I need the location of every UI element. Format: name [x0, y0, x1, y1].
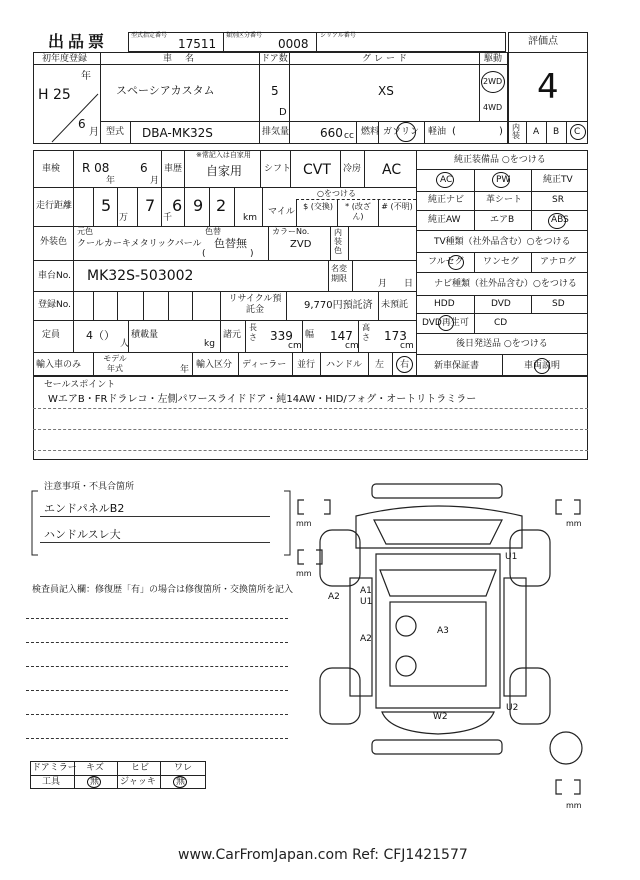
meter-check-note: ○をつける — [317, 189, 356, 198]
note-line-2: ハンドルスレ大 — [44, 528, 121, 541]
legend-header-scratch: キズ — [86, 763, 104, 773]
nav-cd: CD — [494, 318, 508, 328]
class-code: 0008 — [278, 37, 309, 51]
meter-option-unknown: # (不明) — [381, 202, 413, 211]
type-code: 17511 — [178, 37, 217, 51]
reg-label: 登録No. — [38, 300, 71, 310]
interior-grade-c: C — [574, 127, 581, 137]
fuel-selected-circle — [396, 122, 416, 142]
inspection-month: 6 — [140, 161, 148, 175]
equip-pw: PW — [496, 175, 511, 185]
handle-right: 右 — [400, 360, 410, 370]
type-code-label: 型式指定番号 — [131, 32, 168, 39]
legend-jack-label: ジャッキ — [120, 777, 156, 787]
chassis-label: 車台No. — [38, 271, 71, 281]
usage-note: ※常記入は自家用 — [196, 151, 251, 159]
inspector-label: 検査員記入欄：修復歴「有」の場合は修復箇所・交換箇所を記入 — [32, 585, 294, 595]
first-reg-year: H 25 — [38, 87, 71, 103]
nav-dvd-play: DVD再生可 — [422, 318, 469, 328]
grade-label: グレード — [362, 54, 411, 64]
capacity-unit: 人 — [120, 339, 130, 349]
later-manual-circle — [534, 358, 550, 374]
capacity-value: 4（） — [86, 329, 115, 342]
sales-box — [33, 376, 588, 460]
mileage-digit-1: 5 — [101, 196, 112, 215]
name-change-label: 名変期限 — [331, 264, 347, 283]
first-reg-year-unit: 年 — [81, 71, 91, 82]
nav-hdd: HDD — [434, 299, 455, 309]
legend-header-break: ワレ — [174, 763, 193, 773]
later-warranty: 新車保証書 — [434, 361, 480, 371]
legend-header-mirror: ドアミラー — [32, 763, 77, 773]
interior-selected-circle — [570, 124, 586, 140]
displacement-label: 排気量 — [262, 127, 290, 137]
usage-value: 自家用 — [206, 164, 243, 178]
import-class-label: 輸入区分 — [196, 360, 233, 370]
recycle-amount: 9,770円預託済 — [304, 300, 373, 311]
mark-u1-right: U1 — [505, 552, 518, 562]
mileage-digit-5: 2 — [216, 196, 227, 215]
mileage-label: 走行距離 — [36, 201, 73, 211]
doors-label: ドア数 — [261, 54, 288, 64]
height-label: 高さ — [362, 323, 370, 342]
mark-a2: A2 — [360, 634, 372, 644]
load-unit: kg — [204, 339, 215, 349]
fuel-diesel: 軽油 — [428, 127, 447, 137]
interior-grade-a: A — [533, 127, 540, 137]
inspection-label: 車検 — [42, 164, 61, 174]
length-value: 339 — [270, 329, 293, 343]
model-year-label: モデル年式 — [103, 354, 127, 373]
grade-value: XS — [378, 84, 394, 98]
note-line-1: エンドパネルB2 — [44, 502, 125, 515]
handle-left: 左 — [375, 360, 385, 370]
mileage-unit: km — [243, 213, 257, 223]
mark-w2: W2 — [433, 712, 448, 722]
meter-option-exchange: $ (交換) — [303, 202, 333, 211]
height-value: 173 — [384, 329, 407, 343]
drive-2wd: 2WD — [483, 77, 503, 86]
class-code-label: 類別区分番号 — [226, 32, 263, 39]
legend-jack-value: 無 — [176, 777, 186, 787]
equip-tv: 純正TV — [543, 175, 573, 185]
length-label: 長さ — [249, 323, 257, 342]
recycle-status: 未預託 — [381, 300, 409, 310]
width-label: 幅 — [305, 330, 315, 340]
color-orig-value: クールカーキメタリックパール — [77, 239, 202, 249]
drive-4wd: 4WD — [483, 103, 503, 112]
color-label: 外装色 — [40, 237, 68, 247]
katashiki-label: 型式 — [106, 127, 125, 137]
later-manual: 車両説明 — [524, 361, 561, 371]
fuel-gasoline: ガソリン — [383, 127, 420, 137]
doors-value: 5 — [271, 84, 279, 98]
tv-fullseg: フルセグ — [428, 257, 464, 267]
first-reg-month-unit: 月 — [89, 127, 99, 138]
mm-label-4: mm — [566, 801, 582, 810]
tv-fullseg-circle — [448, 255, 464, 270]
genuine-equipment-label: 純正装備品 ○をつける — [454, 155, 546, 165]
interior-label: 内装 — [512, 123, 520, 140]
inspection-value: R 08 — [82, 161, 110, 175]
mm-label-3: mm — [296, 569, 312, 578]
displacement-unit: cc — [344, 131, 354, 141]
equip-abs-circle — [548, 213, 566, 229]
interior-color-label: 内装色 — [334, 228, 342, 255]
equip-leather: 革シート — [486, 195, 523, 205]
nav-dvd-play-circle — [438, 315, 454, 331]
notes-label: 注意事項・不具合箇所 — [44, 482, 135, 492]
tv-type-label: TV種類（社外品含む）○をつける — [434, 237, 571, 247]
mark-u2: U2 — [506, 703, 519, 713]
legend-tools-value: 無 — [90, 777, 100, 787]
mileage-digit-2: 7 — [145, 196, 156, 215]
equip-airbag: エアB — [490, 215, 515, 225]
score-value: 4 — [537, 67, 559, 107]
mileage-man: 万 — [119, 213, 129, 223]
meter-label: マイル — [268, 207, 295, 217]
first-reg-month: 6 — [78, 117, 86, 131]
color-orig-label: 元色 — [77, 227, 93, 236]
usage-label: 車歴 — [164, 164, 183, 174]
later-label: 後日発送品 ○をつける — [456, 339, 548, 349]
katashiki-value: DBA-MK32S — [142, 126, 213, 140]
color-code-label: カラーNo. — [272, 227, 310, 236]
legend-tools-label: 工具 — [42, 777, 61, 787]
width-value: 147 — [330, 329, 353, 343]
doors-suffix: D — [279, 107, 287, 118]
capacity-label: 定員 — [42, 330, 61, 340]
equip-ac-circle — [436, 172, 454, 188]
tv-oneseg: ワンセグ — [483, 257, 520, 267]
shift-value: CVT — [303, 162, 331, 178]
handle-label: ハンドル — [326, 360, 363, 370]
tv-analog: アナログ — [540, 257, 577, 267]
color-change-label: 色替 — [205, 227, 221, 236]
equip-sr: SR — [552, 195, 564, 205]
legend-header-crack: ヒビ — [131, 763, 150, 773]
equip-aw: 純正AW — [428, 215, 461, 225]
parallel-label: 並行 — [297, 360, 316, 370]
mm-label-2: mm — [566, 519, 582, 528]
chassis-number: MK32S-503002 — [87, 268, 194, 284]
car-damage-diagram — [290, 478, 590, 808]
mileage-sen: 千 — [163, 213, 173, 223]
equip-ac: AC — [440, 175, 453, 185]
nav-type-label: ナビ種類（社外品含む）○をつける — [434, 279, 577, 289]
color-code-value: ZVD — [290, 239, 312, 250]
mm-label-1: mm — [296, 519, 312, 528]
interior-grade-b: B — [553, 127, 560, 137]
mark-a3: A3 — [437, 626, 449, 636]
score-label: 評価点 — [528, 36, 558, 47]
watermark: www.CarFromJapan.com Ref: CFJ1421577 — [178, 847, 468, 863]
sales-text: WエアB・FRドラレコ・左側パワースライドドア・純14AW・HID/フォグ・オートリトラミラー — [48, 394, 477, 405]
model-name: スペーシアカスタム — [116, 84, 215, 97]
nav-sd: SD — [552, 299, 565, 309]
mileage-digit-3: 6 — [172, 196, 183, 215]
mark-u1: U1 — [360, 597, 373, 607]
fuel-label: 燃料 — [361, 127, 380, 137]
sheet-title: 出品票 — [48, 32, 109, 51]
equip-pw-circle — [492, 172, 510, 188]
equip-abs: ABS — [551, 215, 569, 225]
load-label: 積載量 — [131, 330, 159, 340]
notes-bracket — [30, 487, 292, 559]
model-label: 車 名 — [163, 54, 197, 64]
first-reg-label: 初年度登録 — [42, 54, 88, 64]
serial-label: シリアル番号 — [320, 32, 356, 39]
dims-label: 諸元 — [223, 330, 242, 340]
recycle-label: リサイクル預託金 — [228, 294, 282, 315]
aircon-label: 冷房 — [343, 164, 362, 174]
drive-label: 駆動 — [484, 54, 503, 64]
mileage-digit-4: 9 — [193, 196, 204, 215]
meter-option-tampered: * (改ざん) — [345, 202, 371, 221]
nav-dvd: DVD — [491, 299, 511, 309]
aircon-value: AC — [382, 162, 402, 178]
equip-navi: 純正ナビ — [428, 195, 465, 205]
mark-a1: A1 — [360, 586, 372, 596]
shift-label: シフト — [264, 164, 292, 174]
mark-a2-left: A2 — [328, 592, 340, 602]
handle-selected-circle — [396, 356, 413, 373]
dealer-label: ディーラー — [242, 360, 287, 370]
import-label: 輸入車のみ — [36, 360, 82, 370]
sales-label: セールスポイント — [44, 380, 116, 390]
color-change-value: 色替無 — [214, 237, 247, 250]
displacement-value: 660 — [320, 126, 343, 140]
